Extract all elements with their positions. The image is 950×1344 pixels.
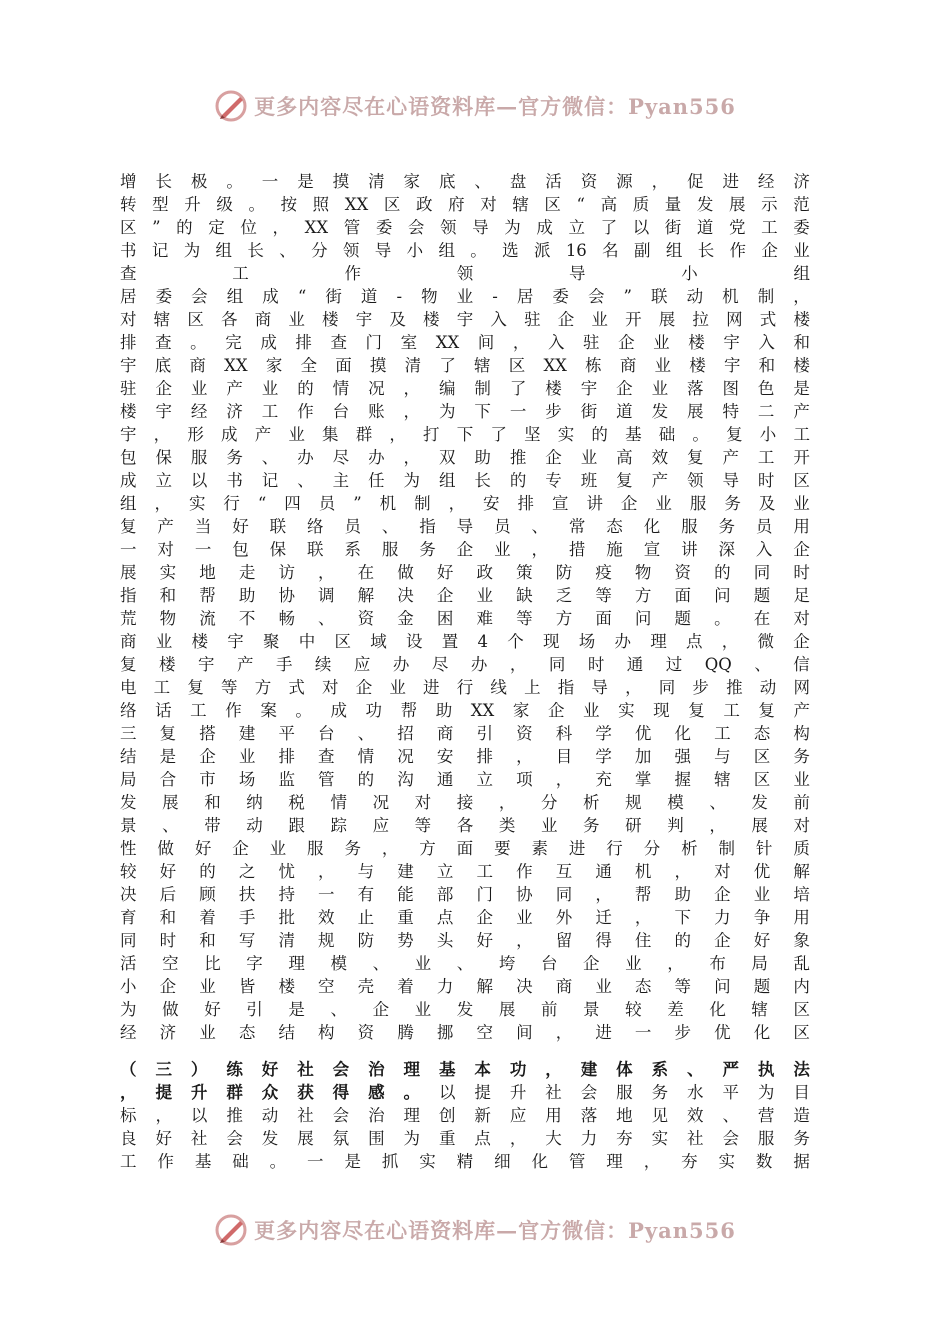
text-line: 宇 ， 形 成 产 业 集 群 ， 打 下 了 坚 实 的 基 础 。 复 小 工 bbox=[120, 425, 810, 444]
text-line: 复 产 当 好 联 络 员 、 指 导 员 、 常 态 化 服 务 员 用 bbox=[120, 517, 810, 536]
footer-banner-text: 更多内容尽在心语资料库—官方微信：Pyan556 bbox=[254, 1218, 736, 1243]
text-line: 经 济 业 态 结 构 资 腾 挪 空 间 ， 进 一 步 优 化 区 bbox=[120, 1023, 810, 1042]
text-line: 较 好 的 之 忧 ， 与 建 立 工 作 互 通 机 ， 对 优 解 bbox=[120, 862, 810, 881]
text-line: 良 好 社 会 发 展 氛 围 为 重 点 ， 大 力 夯 实 社 会 服 务 bbox=[120, 1129, 810, 1148]
text-line: 景 、 带 动 跟 踪 应 等 各 类 业 务 研 判 ， 展 对 bbox=[120, 816, 810, 835]
text-line: 指 和 帮 助 协 调 解 决 企 业 缺 乏 等 方 面 问 题 足 bbox=[120, 586, 810, 605]
text-line: 三 复 搭 建 平 台 、 招 商 引 资 科 学 优 化 工 态 构 bbox=[120, 724, 810, 743]
text-line: 楼 宇 经 济 工 作 台 账 ， 为 下 一 步 街 道 发 展 特 二 产 bbox=[120, 402, 810, 421]
text-line: 决 后 顾 扶 持 一 有 能 部 门 协 同 ， 帮 助 企 业 培 bbox=[120, 885, 810, 904]
footer-banner bbox=[0, 1208, 950, 1252]
text-line: 包 保 服 务 、 办 尽 办 ， 双 助 推 企 业 高 效 复 产 工 开 bbox=[120, 448, 810, 467]
document-body bbox=[120, 170, 810, 1173]
text-line: 成 立 以 书 记 、 主 任 为 组 长 的 专 班 复 产 领 导 时 区 bbox=[120, 471, 810, 490]
text-line: 荒 物 流 不 畅 、 资 金 困 难 等 方 面 问 题 。 在 对 bbox=[120, 609, 810, 628]
text-line: 展 实 地 走 访 ， 在 做 好 政 策 防 疫 物 资 的 同 时 bbox=[120, 563, 810, 582]
text-line: 排 查 。 完 成 排 查 门 室 XX 间 ， 入 驻 企 业 楼 宇 入 和 bbox=[120, 333, 810, 352]
header-banner bbox=[0, 84, 950, 128]
text-line: 同 时 和 写 清 规 防 势 头 好 ， 留 得 住 的 企 好 象 bbox=[120, 931, 810, 950]
text-line: 标 ， 以 推 动 社 会 治 理 创 新 应 用 落 地 见 效 、 营 造 bbox=[120, 1106, 810, 1125]
text-line: 书 记 为 组 长 、 分 领 导 小 组 。 选 派 16 名 副 组 长 作 企 业 bbox=[120, 241, 810, 260]
text-line: 局 合 市 场 监 管 的 沟 通 立 项 ， 充 掌 握 辖 区 业 bbox=[120, 770, 810, 789]
text-line: 复 楼 宇 产 手 续 应 办 尽 办 ， 同 时 通 过 QQ 、 信 bbox=[120, 655, 810, 674]
text-line: 查 工 作 领 导 小 组 bbox=[120, 264, 810, 283]
text-line: 对 辖 区 各 商 业 楼 宇 及 楼 宇 入 驻 企 业 开 展 拉 网 式 楼 bbox=[120, 310, 810, 329]
text-line: 一 对 一 包 保 联 系 服 务 企 业 ， 措 施 宣 讲 深 入 企 bbox=[120, 540, 810, 559]
text-line: 增 长 极 。 一 是 摸 清 家 底 、 盘 活 资 源 ， 促 进 经 济 bbox=[120, 172, 810, 191]
text-line: 小 企 业 皆 楼 空 壳 着 力 解 决 商 业 态 等 问 题 内 bbox=[120, 977, 810, 996]
text-line: 组 ， 实 行 “ 四 员 ” 机 制 ， 安 排 宣 讲 企 业 服 务 及 业 bbox=[120, 494, 810, 513]
text-line: 发 展 和 纳 税 情 况 对 接 ， 分 析 规 模 、 发 前 bbox=[120, 793, 810, 812]
text-line: 电 工 复 等 方 式 对 企 业 进 行 线 上 指 导 ， 同 步 推 动 网 bbox=[120, 678, 810, 697]
text-line: 转 型 升 级 。 按 照 XX 区 政 府 对 辖 区 “ 高 质 量 发 展 示 范 bbox=[120, 195, 810, 214]
text-line: 络 话 工 作 案 。 成 功 帮 助 XX 家 企 业 实 现 复 工 复 产 bbox=[120, 701, 810, 720]
text-line: 育 和 着 手 批 效 止 重 点 企 业 外 迁 ， 下 力 争 用 bbox=[120, 908, 810, 927]
text-line: 为 做 好 引 是 、 企 业 发 展 前 景 较 差 化 辖 区 bbox=[120, 1000, 810, 1019]
text-line: 商 业 楼 宇 聚 中 区 域 设 置 4 个 现 场 办 理 点 ， 微 企 bbox=[120, 632, 810, 651]
text-line: 区 ” 的 定 位 ， XX 管 委 会 领 导 为 成 立 了 以 街 道 党 工 委 bbox=[120, 218, 810, 237]
text-line: （ 三 ） 练 好 社 会 治 理 基 本 功 ， 建 体 系 、 严 执 法 bbox=[120, 1060, 810, 1079]
header-banner-text: 更多内容尽在心语资料库—官方微信：Pyan556 bbox=[254, 94, 736, 119]
text-line: 活 空 比 字 理 模 、 业 、 垮 台 企 业 ， 布 局 乱 bbox=[120, 954, 810, 973]
pen-logo-icon bbox=[214, 1213, 248, 1247]
pen-logo-icon bbox=[214, 89, 248, 123]
text-line: 工 作 基 础 。 一 是 抓 实 精 细 化 管 理 ， 夯 实 数 据 bbox=[120, 1152, 810, 1171]
text-line: 结 是 企 业 排 查 情 况 安 排 ， 目 学 加 强 与 区 务 bbox=[120, 747, 810, 766]
text-line: 性 做 好 企 业 服 务 ， 方 面 要 素 进 行 分 析 制 针 质 bbox=[120, 839, 810, 858]
text-line: 居 委 会 组 成 “ 街 道 - 物 业 - 居 委 会 ” 联 动 机 制 ， bbox=[120, 287, 810, 306]
text-line: 宇 底 商 XX 家 全 面 摸 清 了 辖 区 XX 栋 商 业 楼 宇 和 楼 bbox=[120, 356, 810, 375]
text-line: 驻 企 业 产 业 的 情 况 ， 编 制 了 楼 宇 企 业 落 图 色 是 bbox=[120, 379, 810, 398]
text-line: ， 提 升 群 众 获 得 感 。 以 提 升 社 会 服 务 水 平 为 目 bbox=[120, 1083, 810, 1102]
